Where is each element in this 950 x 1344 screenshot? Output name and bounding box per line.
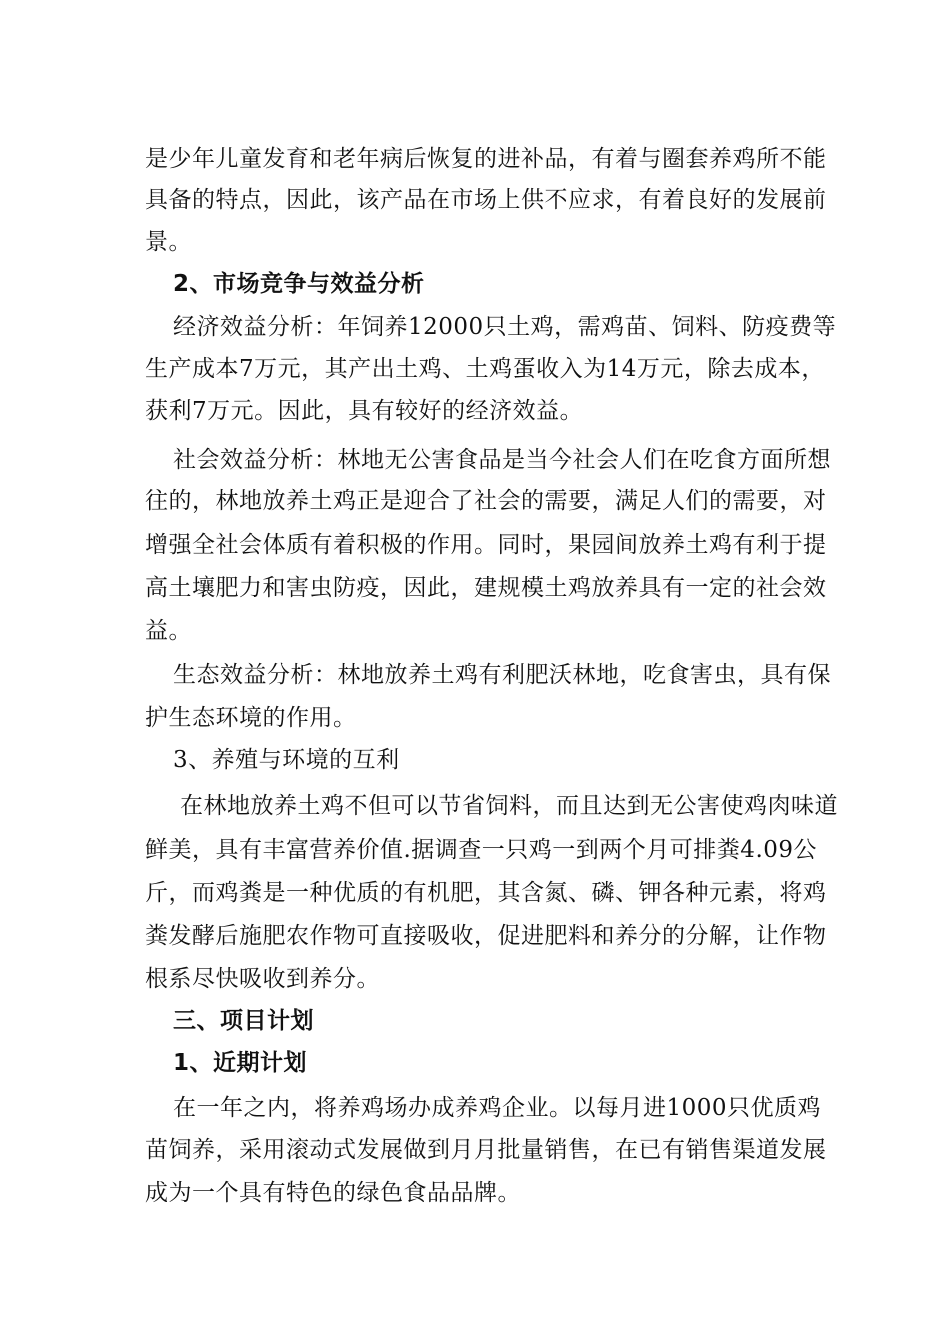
paragraph-line: 成为一个具有特色的绿色食品品牌。 — [145, 1180, 521, 1206]
section-heading: 2、市场竞争与效益分析 — [173, 271, 425, 297]
paragraph-line: 在林地放养土鸡不但可以节省饲料，而且达到无公害使鸡肉味道 — [180, 793, 838, 819]
paragraph-line: 益。 — [145, 618, 192, 644]
paragraph-line: 往的，林地放养土鸡正是迎合了社会的需要，满足人们的需要，对 — [145, 488, 827, 514]
paragraph-line: 具备的特点，因此，该产品在市场上供不应求，有着良好的发展前 — [145, 187, 827, 213]
paragraph-line: 根系尽快吸收到养分。 — [145, 966, 380, 992]
paragraph-line: 苗饲养，采用滚动式发展做到月月批量销售，在已有销售渠道发展 — [145, 1137, 827, 1163]
paragraph-line: 社会效益分析：林地无公害食品是当今社会人们在吃食方面所想 — [173, 447, 831, 473]
paragraph-line: 景。 — [145, 229, 192, 255]
paragraph-line: 高土壤肥力和害虫防疫，因此，建规模土鸡放养具有一定的社会效 — [145, 575, 827, 601]
paragraph-line: 生态效益分析：林地放养土鸡有利肥沃林地，吃食害虫，具有保 — [173, 662, 831, 688]
paragraph-line: 护生态环境的作用。 — [145, 705, 357, 731]
paragraph-line: 是少年儿童发育和老年病后恢复的进补品，有着与圈套养鸡所不能 — [145, 146, 827, 172]
paragraph-line: 粪发酵后施肥农作物可直接吸收，促进肥料和养分的分解，让作物 — [145, 923, 827, 949]
section-heading: 1、近期计划 — [173, 1050, 308, 1076]
paragraph-line: 斤，而鸡粪是一种优质的有机肥，其含氮、磷、钾各种元素，将鸡 — [145, 880, 827, 906]
paragraph-line: 经济效益分析：年饲养12000只土鸡，需鸡苗、饲料、防疫费等 — [173, 314, 837, 340]
paragraph-line: 获利7万元。因此，具有较好的经济效益。 — [145, 398, 584, 424]
paragraph-line: 增强全社会体质有着积极的作用。同时，果园间放养土鸡有利于提 — [145, 532, 827, 558]
paragraph-line: 鲜美，具有丰富营养价值.据调查一只鸡一到两个月可排粪4.09公 — [145, 837, 818, 863]
section-heading: 3、养殖与环境的互利 — [173, 747, 400, 773]
paragraph-line: 生产成本7万元，其产出土鸡、土鸡蛋收入为14万元，除去成本， — [145, 356, 825, 382]
paragraph-line: 在一年之内，将养鸡场办成养鸡企业。以每月进1000只优质鸡 — [173, 1095, 822, 1121]
section-heading: 三、项目计划 — [173, 1008, 314, 1034]
